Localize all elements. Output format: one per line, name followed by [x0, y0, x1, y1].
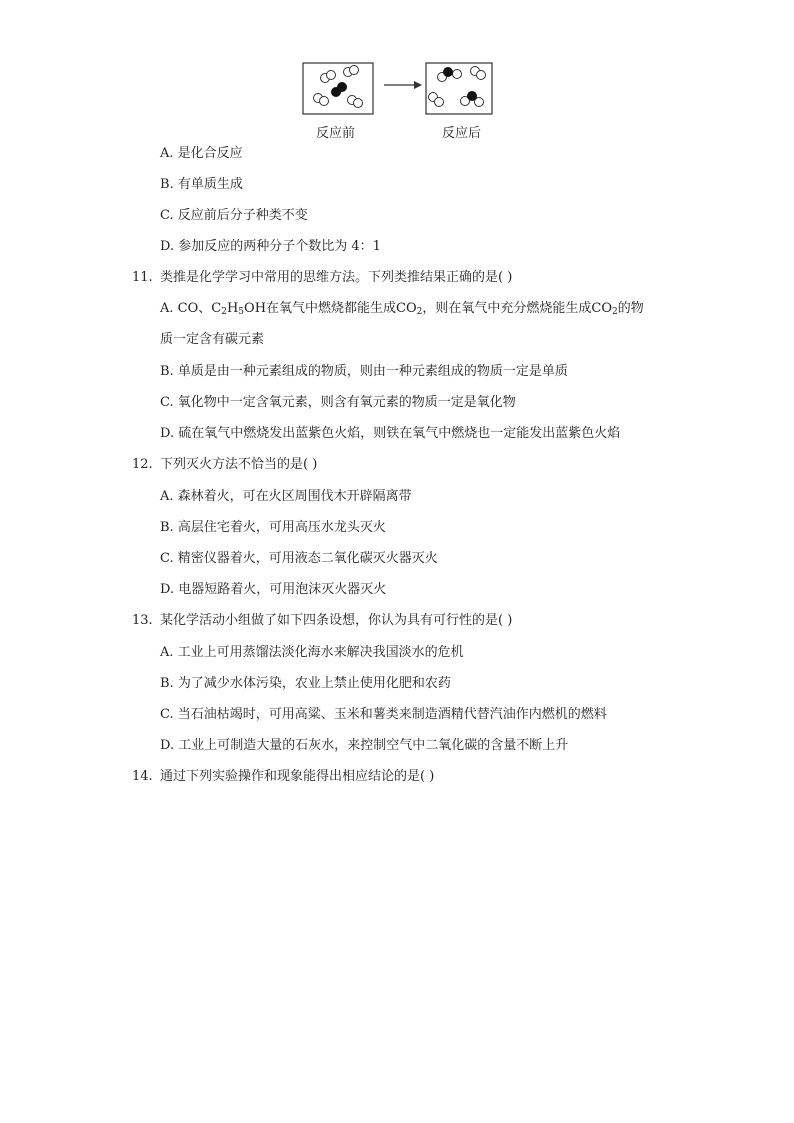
q12-option-d: D. 电器短路着火，可用泡沫灭火器灭火 [160, 582, 387, 597]
q11-option-a-text-1: A. CO、C [160, 301, 222, 316]
q11-number: 11. [132, 270, 153, 285]
q12-option-b: B. 高层住宅着火，可用高压水龙头灭火 [160, 520, 386, 535]
q12-option-c: C. 精密仪器着火，可用液态二氧化碳灭火器灭火 [160, 551, 438, 566]
q14-stem: 通过下列实验操作和现象能得出相应结论的是( ) [160, 769, 435, 784]
q11-option-d: D. 硫在氧气中燃烧发出蓝紫色火焰，则铁在氧气中燃烧也一定能发出蓝紫色火焰 [160, 426, 621, 441]
subscript: 5 [238, 307, 245, 317]
q13-option-a: A. 工业上可用蒸馏法淡化海水来解决我国淡水的危机 [160, 645, 464, 660]
subscript: 2 [416, 307, 423, 317]
q11-option-a [160, 301, 644, 317]
q11-option-a-text-2: H [226, 301, 239, 316]
q11-option-a-continuation: 质一定含有碳元素 [160, 332, 265, 347]
q11-option-a-text-5: 的物 [617, 301, 644, 316]
q14-number: 14. [132, 769, 153, 784]
q11-option-a-text-3: OH在氧气中燃烧都能生成CO [244, 301, 417, 316]
q10-option-c: C. 反应前后分子种类不变 [160, 208, 308, 223]
q12-stem: 下列灭火方法不恰当的是( ) [160, 457, 318, 472]
before-caption: 反应前 [316, 126, 356, 141]
q13-option-c: C. 当石油枯竭时，可用高粱、玉米和薯类来制造酒精代替汽油作内燃机的燃料 [160, 707, 607, 722]
reaction-diagram-svg [300, 62, 500, 122]
q10-option-b: B. 有单质生成 [160, 177, 243, 192]
q11-option-a-text-4: ，则在氧气中充分燃烧能生成CO [422, 301, 612, 316]
arrow-head [414, 81, 422, 89]
q13-stem: 某化学活动小组做了如下四条设想，你认为具有可行性的是( ) [160, 613, 513, 628]
q12-number: 12. [132, 457, 153, 472]
q13-option-b: B. 为了减少水体污染，农业上禁止使用化肥和农药 [160, 676, 451, 691]
subscript: 2 [611, 307, 618, 317]
q11-option-c: C. 氧化物中一定含氧元素，则含有氧元素的物质一定是氧化物 [160, 395, 516, 410]
subscript: 2 [221, 307, 227, 317]
q13-option-d: D. 工业上可制造大量的石灰水，来控制空气中二氧化碳的含量不断上升 [160, 738, 569, 753]
q11-stem: 类推是化学学习中常用的思维方法。下列类推结果正确的是( ) [160, 270, 513, 285]
q10-option-a: A. 是化合反应 [160, 146, 243, 161]
after-caption: 反应后 [442, 126, 482, 141]
q10-option-d: D. 参加反应的两种分子个数比为 4：1 [160, 239, 381, 254]
q12-option-a: A. 森林着火，可在火区周围伐木开辟隔离带 [160, 489, 412, 504]
q13-number: 13. [132, 613, 153, 628]
q11-option-b: B. 单质是由一种元素组成的物质，则由一种元素组成的物质一定是单质 [160, 364, 568, 379]
